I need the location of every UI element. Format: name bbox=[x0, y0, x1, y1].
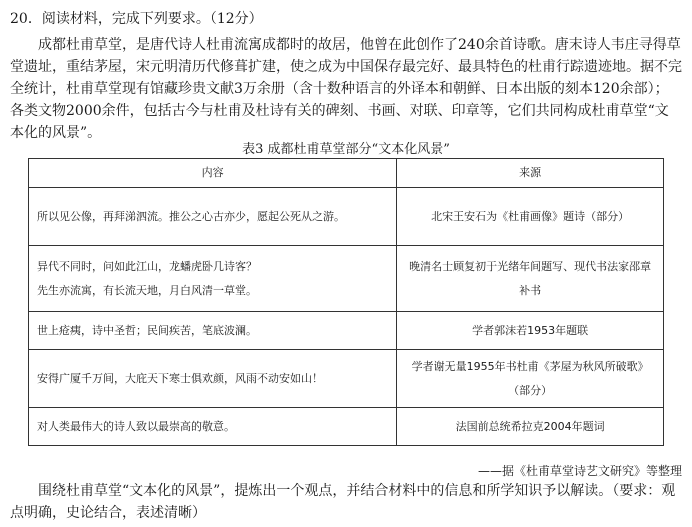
material-paragraph: 成都杜甫草堂，是唐代诗人杜甫流寓成都时的故居，他曾在此创作了240余首诗歌。唐末诗人韦庄寻得草堂遗址，重结茅屋，宋元明清历代修葺扩建，使之成为中国保存最完好、最具特色的杜甫行踪遗迹地。据不完全统计，杜甫草堂现有馆藏珍贵文献3万余册（含十数种语言的外译本和朝鲜、日本出版的刻本120余部）；各类文物2000余件，包括古今与杜甫及杜诗有关的碑刻、书画、对联、印章等，它们共同构成杜甫草堂“文本化的风景”。 bbox=[10, 37, 682, 141]
content-cell bbox=[29, 350, 397, 408]
content-line: 异代不同时，问如此江山，龙蟠虎卧几诗客？ bbox=[37, 259, 257, 273]
header-source: 来源 bbox=[397, 159, 664, 188]
landscape-table bbox=[28, 158, 664, 446]
source-cell bbox=[397, 188, 664, 246]
source-cell bbox=[397, 246, 664, 312]
content-line: 对人类最伟大的诗人致以最崇高的敬意。 bbox=[37, 419, 235, 433]
header-content: 内容 bbox=[29, 159, 397, 188]
content-cell bbox=[29, 246, 397, 312]
task-instruction: 围绕杜甫草堂“文本化的风景”，提炼出一个观点，并结合材料中的信息和所学知识予以解读。（要求：观点明确，史论结合，表述清晰） bbox=[10, 483, 676, 521]
table-row bbox=[29, 312, 664, 350]
content-line: 安得广厦千万间，大庇天下寒士俱欢颜，风雨不动安如山！ bbox=[37, 371, 323, 385]
table-row bbox=[29, 246, 664, 312]
source-cell bbox=[397, 408, 664, 446]
question-heading: 20．阅读材料，完成下列要求。（12分） bbox=[10, 11, 263, 27]
table-row bbox=[29, 350, 664, 408]
source-line: 学者郭沫若1953年题联 bbox=[472, 323, 589, 337]
table-header-row bbox=[29, 159, 664, 188]
content-cell bbox=[29, 408, 397, 446]
source-cell bbox=[397, 312, 664, 350]
source-line: 北宋王安石为《杜甫画像》题诗（部分） bbox=[431, 209, 630, 223]
source-cell bbox=[397, 350, 664, 408]
content-line: 先生亦流寓，有长流天地，月白风清一草堂。 bbox=[37, 283, 257, 297]
table-row bbox=[29, 408, 664, 446]
content-cell bbox=[29, 188, 397, 246]
table-row bbox=[29, 188, 664, 246]
content-cell bbox=[29, 312, 397, 350]
table-caption: 表3 成都杜甫草堂部分“文本化风景” bbox=[242, 142, 450, 157]
source-line: 学者谢无量1955年书杜甫《茅屋为秋风所破歌》（部分） bbox=[411, 359, 649, 397]
source-line: 法国前总统希拉克2004年题词 bbox=[455, 419, 605, 433]
content-line: 所以见公像，再拜涕泗流。推公之心古亦少，愿起公死从之游。 bbox=[37, 209, 345, 223]
content-line: 世上疮痍，诗中圣哲；民间疾苦，笔底波澜。 bbox=[37, 323, 257, 337]
source-note: ——据《杜甫草堂诗艺文研究》等整理 bbox=[477, 464, 682, 478]
source-line: 晚清名士顾复初于光绪年间题写、现代书法家邵章补书 bbox=[409, 259, 652, 297]
